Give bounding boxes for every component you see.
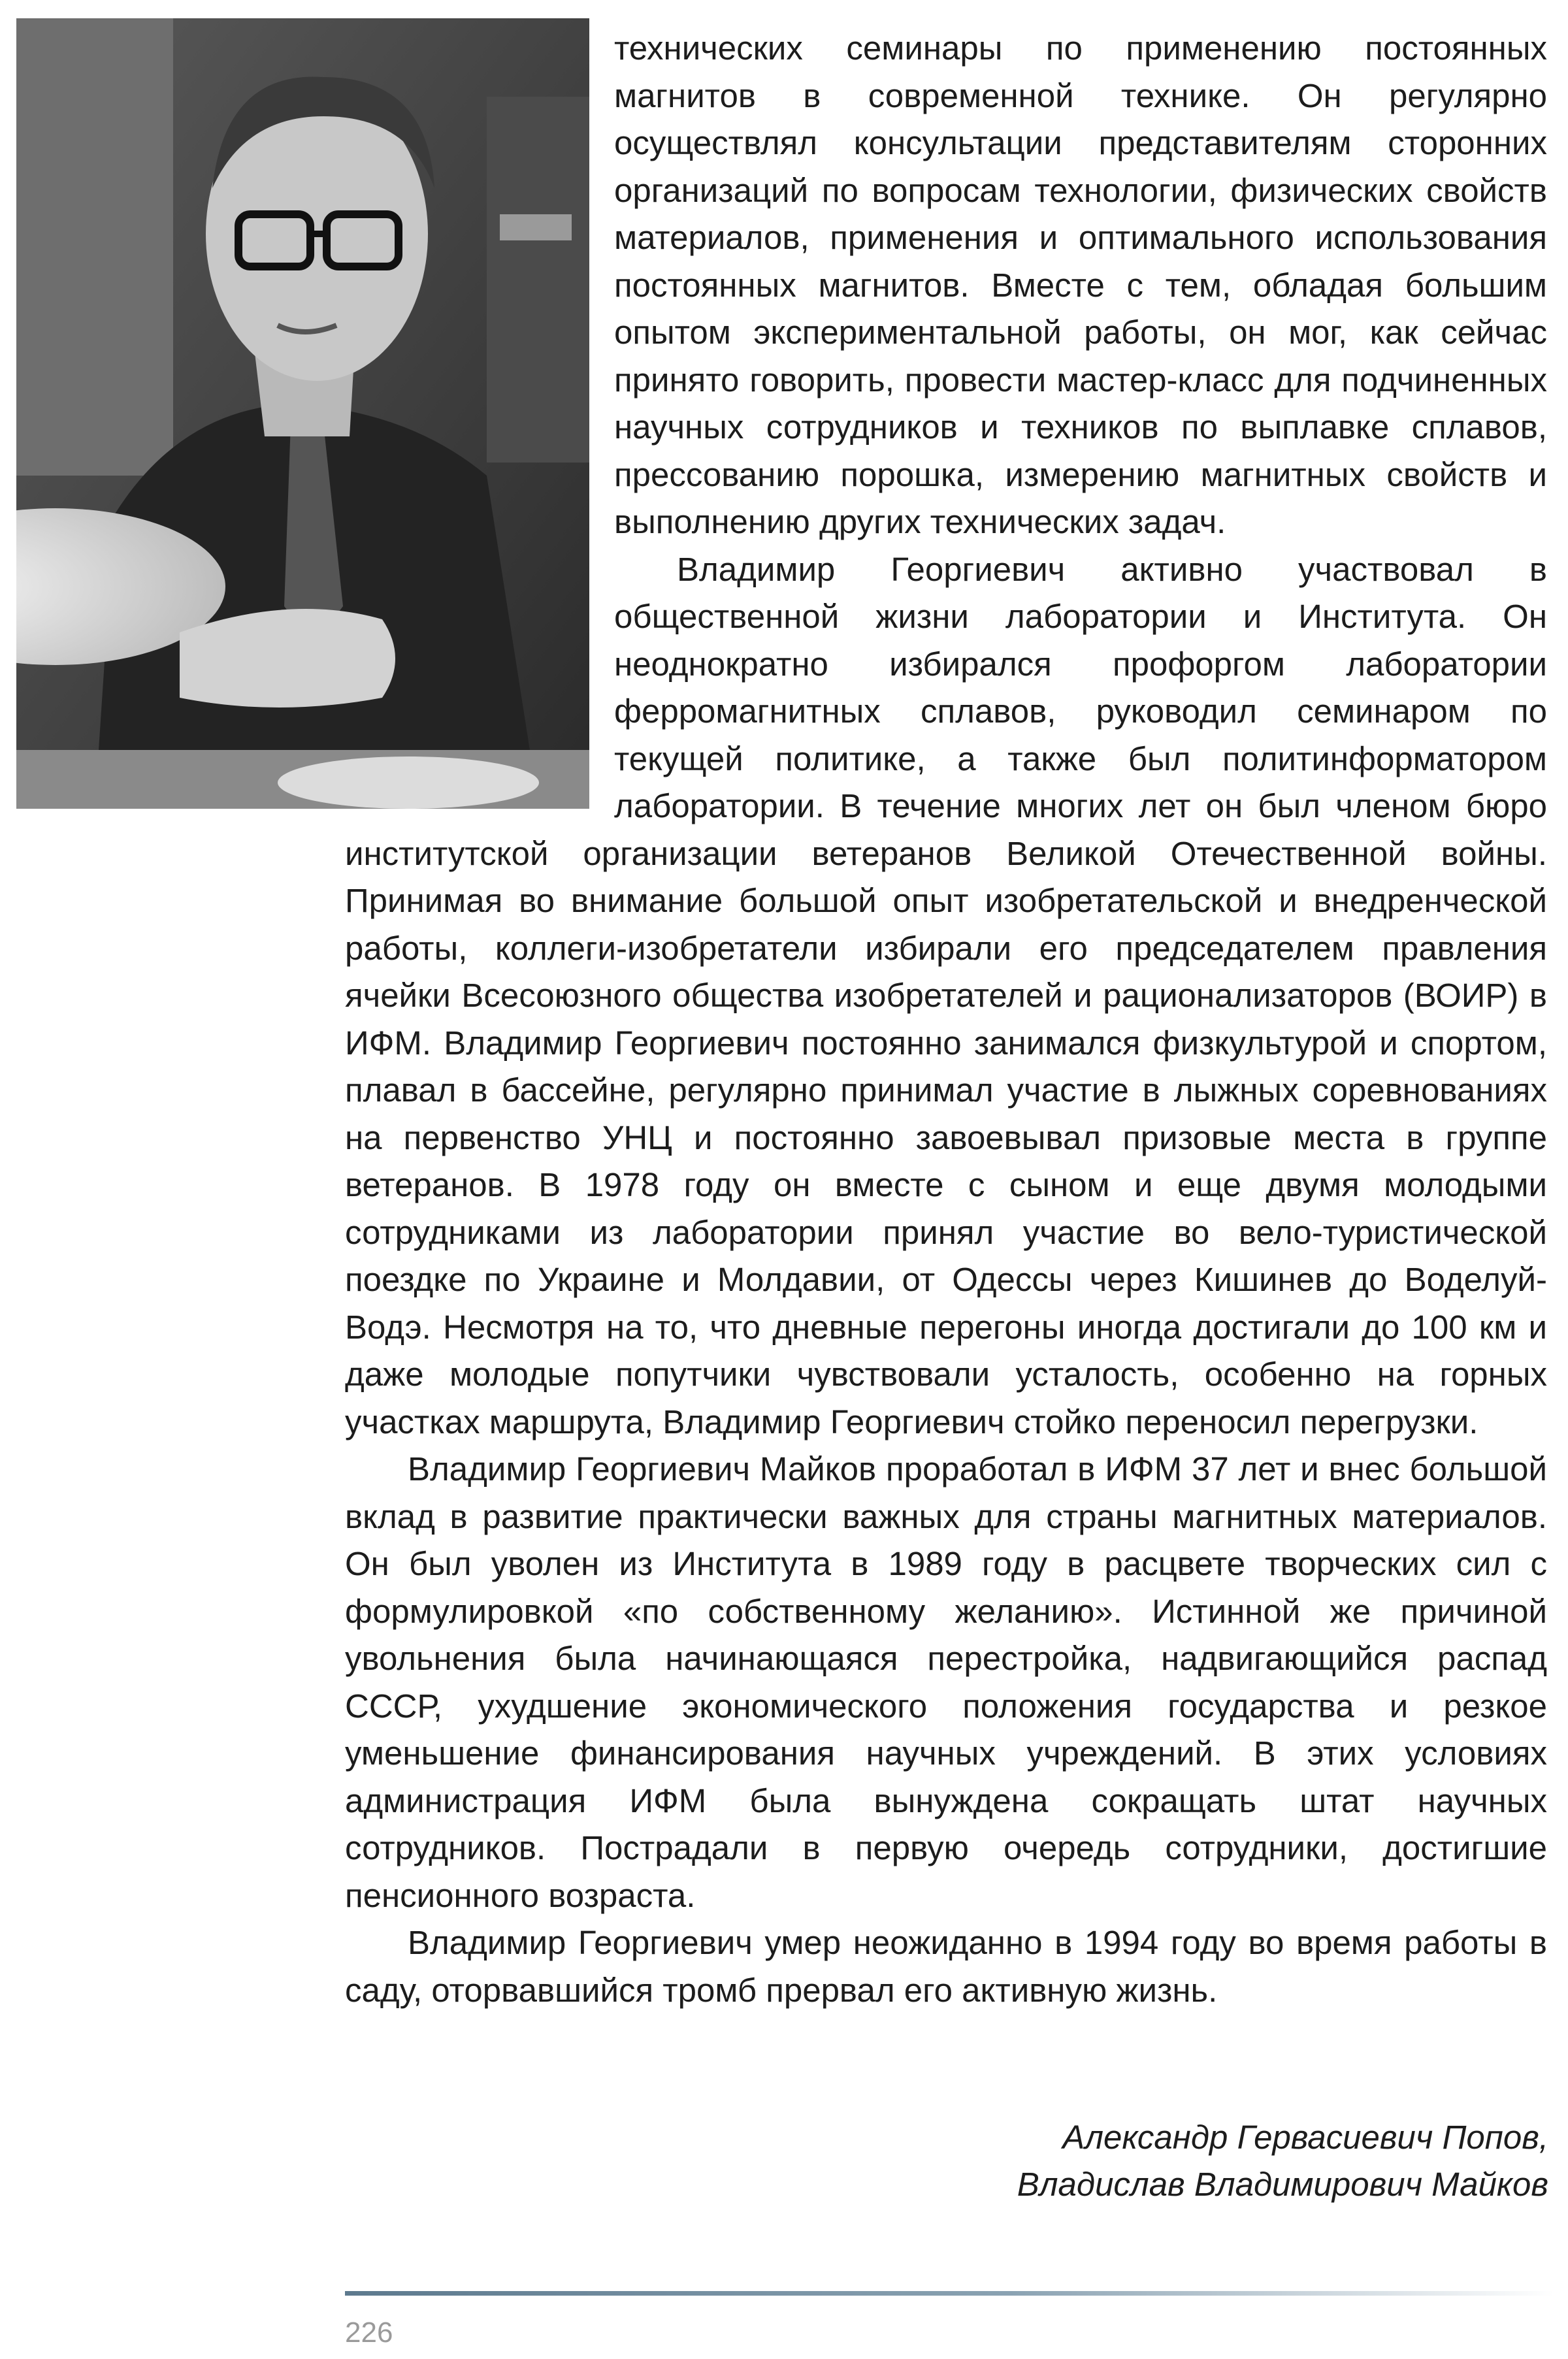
- author-line-2: Владислав Владимирович Майков: [1017, 2166, 1548, 2203]
- author-signature: [1017, 2114, 1548, 2208]
- paragraph-4: Владимир Георгиевич умер неожиданно в 1994 году во время работы в саду, оторвавшийся тромб прервал его активную жизнь.: [345, 1924, 1547, 2009]
- footer-divider: [345, 2291, 1554, 2296]
- paragraph-3: Владимир Георгиевич Майков проработал в ИФМ 37 лет и внес большой вклад в развитие практически важных для страны магнитных материалов. Он был уволен из Института в 1989 году в расцвете творческих сил с формулировкой «по собственному желанию». Истинной же причиной увольнения была начинающаяся перестройка, надвигающийся распад СССР, ухудшение экономического положения государства и резкое уменьшение финансирования научных учреждений. В этих условиях администрация ИФМ была вынуждена сокращать штат научных сотрудников. Пострадали в первую очередь сотрудники, достигшие пенсионного возраста.: [345, 1450, 1547, 1914]
- author-line-1: Александр Гервасиевич Попов,: [1062, 2119, 1548, 2156]
- paragraph-1: технических семинары по применению постоянных магнитов в современной технике. Он регулярно осуществлял консультации представителям сторонних организаций по вопросам технологии, физических свойств материалов, применения и оптимального использования постоянных магнитов. Вместе с тем, обладая большим опытом экспериментальной работы, он мог, как сейчас принято говорить, провести мастер-класс для подчиненных научных сотрудников и техников по выплавке сплавов, прессованию порошка, измерению магнитных свойств и выполнению других технических задач.: [614, 29, 1547, 540]
- paragraph-2: Владимир Георгиевич активно участвовал в общественной жизни лаборатории и Института. Он неоднократно избирался профоргом лаборатории ферромагнитных сплавов, руководил семинаром по текущей политике, а также был политинформатором лаборатории. В течение многих лет он был членом бюро институтской организации ветеранов Великой Отечественной войны. Принимая во внимание большой опыт изобретательской и внедренческой работы, коллеги-изобретатели избирали его председателем правления ячейки Всесоюзного общества изобретателей и рационализаторов (ВОИР) в ИФМ. Владимир Георгиевич постоянно занимался физкультурой и спортом, плавал в бассейне, регулярно принимал участие в лыжных соревнованиях на первенство УНЦ и постоянно завоевывал призовые места в группе ветеранов. В 1978 году он вместе с сыном и еще двумя молодыми сотрудниками из лаборатории принял участие во вело-туристической поездке по Украине и Молдавии, от Одессы через Кишинев до Воделуй-Водэ. Несмотря на то, что дневные перегоны иногда достигали до 100 км и даже молодые попутчики чувствовали усталость, особенно на горных участках маршрута, Владимир Георгиевич стойко переносил перегрузки.: [345, 550, 1547, 1440]
- article-body: [345, 25, 1547, 2014]
- page-number: 226: [345, 2317, 393, 2349]
- photo-wrap-spacer: [345, 0, 614, 807]
